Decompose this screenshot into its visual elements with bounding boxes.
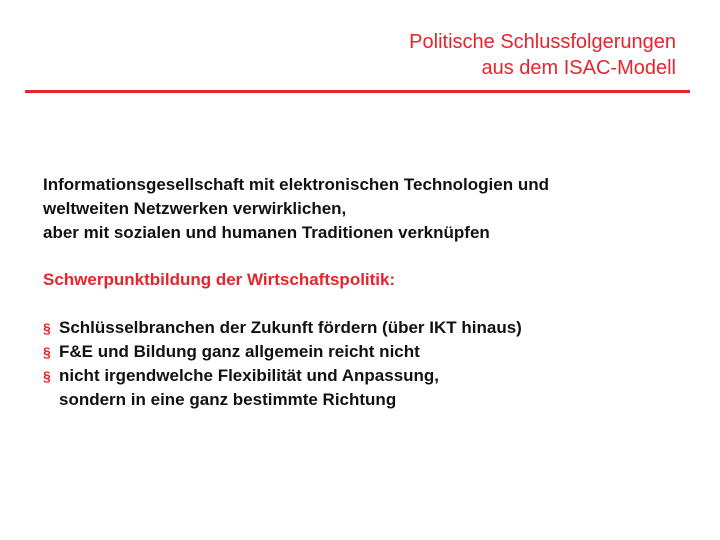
slide-title-line-2: aus dem ISAC-Modell (481, 57, 676, 79)
bullet-item (43, 316, 522, 340)
intro-line-3: aber mit sozialen und humanen Traditionen verknüpfen (43, 223, 490, 242)
bullet-marker-icon: § (43, 320, 51, 336)
intro-line-2: weltweiten Netzwerken verwirklichen, (43, 199, 347, 218)
bullet-list (43, 316, 522, 412)
intro-paragraph (43, 173, 549, 245)
slide-title-line-1: Politische Schlussfolgerungen (409, 31, 676, 53)
bullet-text: nicht irgendwelche Flexibilität und Anpassung, (59, 366, 440, 385)
bullet-item (43, 364, 522, 412)
intro-line-1: Informationsgesellschaft mit elektronischen Technologien und (43, 175, 549, 194)
bullet-item (43, 340, 522, 364)
bullet-text: F&E und Bildung ganz allgemein reicht nicht (59, 342, 420, 361)
slide-title (409, 29, 676, 81)
bullet-marker-icon: § (43, 368, 51, 384)
bullet-text-continuation: sondern in eine ganz bestimmte Richtung (59, 390, 397, 409)
section-subheading: Schwerpunktbildung der Wirtschaftspolitik: (43, 270, 396, 289)
title-divider (25, 90, 690, 93)
bullet-marker-icon: § (43, 344, 51, 360)
bullet-text: Schlüsselbranchen der Zukunft fördern (über IKT hinaus) (59, 318, 522, 337)
